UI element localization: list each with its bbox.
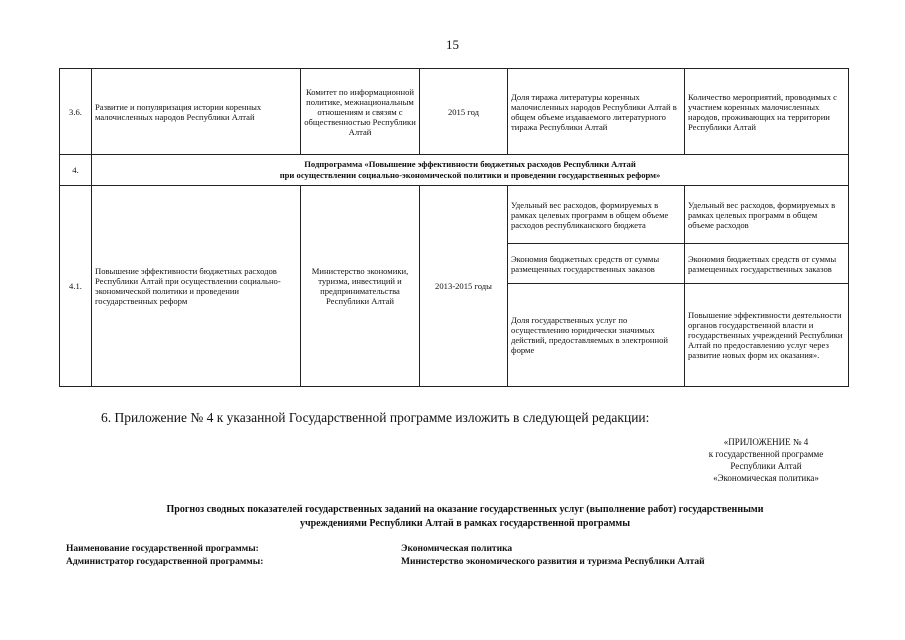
indicator: Доля государственных услуг по осуществлению юридически значимых действий, предоставляемых в электронной форме (508, 284, 685, 387)
administrator-label: Администратор государственной программы: (66, 557, 264, 567)
section-6-heading: 6. Приложение № 4 к указанной Государственной программе изложить в следующей редакции: (101, 410, 650, 425)
subprogram-title (92, 155, 849, 186)
period: 2013-2015 годы (420, 186, 508, 387)
program-table (59, 68, 849, 387)
table-row (60, 69, 849, 155)
activity-name: Развитие и популяризация истории коренных малочисленных народов Республики Алтай (92, 69, 301, 155)
program-name-label: Наименование государственной программы: (66, 544, 259, 554)
program-name-value: Экономическая политика (401, 544, 513, 554)
appendix-line: «ПРИЛОЖЕНИЕ № 4 (723, 437, 809, 447)
executor: Комитет по информационной политике, межнациональным отношениям и связям с общественностью Республики Алтай (301, 69, 420, 155)
page-number: 15 (446, 37, 459, 52)
row-number: 3.6. (60, 69, 92, 155)
appendix-line: Республики Алтай (730, 461, 802, 471)
subprogram-title-line1: Подпрограмма «Повышение эффективности бюджетных расходов Республики Алтай (304, 159, 636, 169)
appendix-line: к государственной программе (708, 449, 824, 459)
activity-name: Повышение эффективности бюджетных расходов Республики Алтай при осуществлении социально-экономической политики и проведении государственных реформ (92, 186, 301, 387)
row-number: 4. (60, 155, 92, 186)
forecast-title-line2: учреждениями Республики Алтай в рамках государственной программы (299, 518, 631, 529)
indicator: Экономия бюджетных средств от суммы размещенных государственных заказов (508, 244, 685, 284)
administrator-value: Министерство экономического развития и туризма Республики Алтай (401, 557, 705, 567)
appendix-header (690, 436, 842, 484)
forecast-title-line1: Прогноз сводных показателей государственных заданий на оказание государственных услуг (выполнение работ) государственными (166, 504, 764, 515)
expected-result: Экономия бюджетных средств от суммы размещенных государственных заказов (685, 244, 849, 284)
expected-result: Повышение эффективности деятельности органов государственной власти и государственных учреждений Республики Алтай по предоставлению услуг через развитие новых форм их оказания». (685, 284, 849, 387)
row-number: 4.1. (60, 186, 92, 387)
expected-result: Количество мероприятий, проводимых с участием коренных малочисленных народов, проживающих на территории Республики Алтай (685, 69, 849, 155)
forecast-title (70, 503, 860, 531)
table-row (60, 186, 849, 244)
subprogram-title-line2: при осуществлении социально-экономической политики и проведении государственных реформ» (279, 170, 661, 180)
table-row (60, 155, 849, 186)
indicator: Удельный вес расходов, формируемых в рамках целевых программ в общем объеме расходов республиканского бюджета (508, 186, 685, 244)
expected-result: Удельный вес расходов, формируемых в рамках целевых программ в общем объеме расходов (685, 186, 849, 244)
appendix-line: «Экономическая политика» (713, 473, 819, 483)
executor: Министерство экономики, туризма, инвестиций и предпринимательства Республики Алтай (301, 186, 420, 387)
indicator: Доля тиража литературы коренных малочисленных народов Республики Алтай в общем объеме издаваемого литературного тиража Республики Алтай (508, 69, 685, 155)
period: 2015 год (420, 69, 508, 155)
